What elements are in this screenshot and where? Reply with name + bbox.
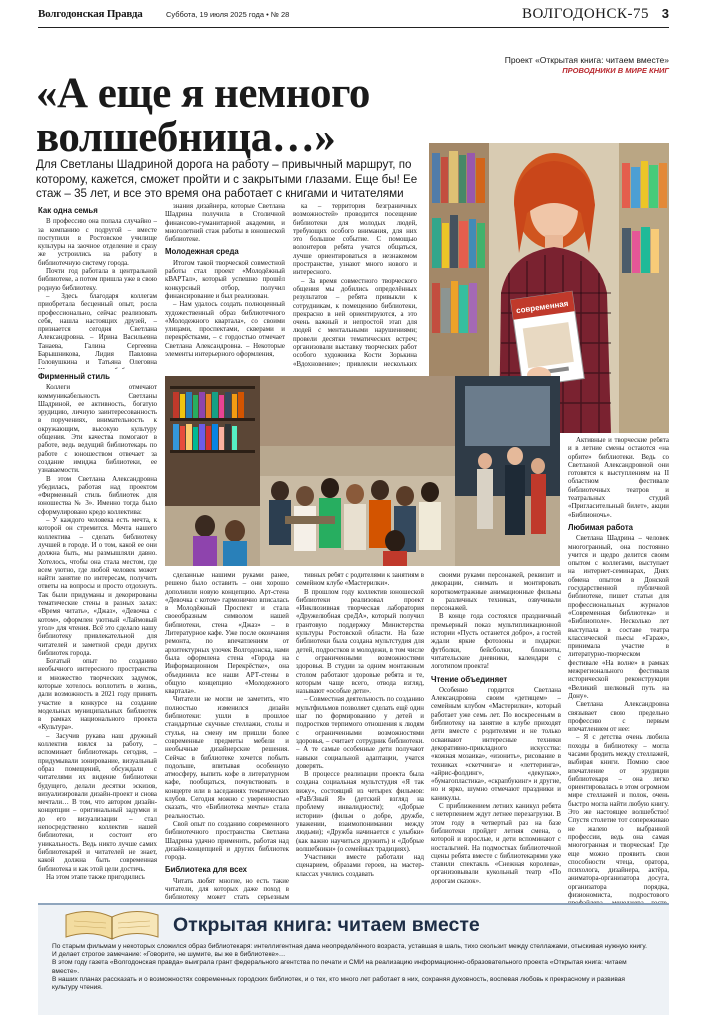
paragraph: – За время совместного творческого общения мы добились определённых результатов – ребята привыкли к сотрудникам, к помещению библиотеки, прекрасно в ней ориентируются, а это очень важный и непростой этап для людей с ментальными нарушениями; провели десятки тематических встреч; организовали выставку творческих работ особого художника Кости Зорькина «Вдохновение»; привлекли нескольких: [293, 277, 417, 368]
column-5: [165, 572, 289, 902]
subheading-favorite-work: Любимая работа: [568, 522, 633, 532]
paragraph: Свой опыт по созданию современного библиотечного пространства Светлана Шадрина удачно применить, работая над дизайн-концепцией и других библиотек города.: [165, 820, 289, 862]
paragraph: В этом Светлана Александровна убедилась, работая над проектом «Фирменный стиль библиотек для юношества № 3». Именно тогда было сформулировано кредо коллектива:: [38, 475, 157, 516]
paragraph: своими руками персонажей, реквизит и декорации, снимать и монтировать короткометражные анимационные фильмы в различных техниках, озвучивали персонажей.: [431, 572, 561, 613]
project-label: Проект «Открытая книга: читаем вместе»: [504, 55, 669, 65]
footer-body: [52, 943, 652, 992]
paragraph: тивных ребят с родителями к занятиям в семейном клубе «Мастерилки».: [296, 572, 424, 588]
paragraph: – У каждого человека есть мечта, к которой он стремится. Мечта нашего коллектива – сделать библиотеку лучшей в городе. И о том, какой ее они должна быть, мы размышляли давно. Хотелось, чтобы она стала местом, где всем уютно, где любой человек может найти занятие по интересам, получить ответы на вопросы и просто отдохнуть. Так были придуманы и декорированы тематические стены в разных залах: «Время читать», «Джаз», «Девочка с котом», оформлен уютный «Лаймовый угол» для чтения. Всё это сделало нашу библиотеку привлекательной для читателей и заметной среди других библиотек города.: [38, 517, 157, 657]
paragraph: В конце года состоялся праздничный премьерный показ мультипликационной истории «Пусть останется добро», а гостей ждали яркие фотозоны и подарки: футболки, бейсболки, блокноты, читательские дневники, календари с логотипом проекта!: [431, 613, 561, 671]
footer-paragraph: В наших планах рассказать и о возможностях современных городских библиотек, и о тех, кто много лет работает в них, сохраняя духовность, воспевая любовь к прекрасному и развивая культуру чтения.: [52, 975, 626, 992]
lede: Для Светланы Шадриной дорога на работу – привычный маршрут, по которому, кажется, сможет пройти и с закрытыми глазами. Еще бы! Ее стаж – 35 лет, и все это время она работает с книгами и читателями: [36, 158, 418, 200]
column-2-top: [165, 203, 285, 369]
subheading-family: Как одна семья: [38, 206, 98, 215]
paragraph: Особенно гордится Светлана Александровна своим «детищем» – семейным клубом «Мастерилки», который работает уже семь лет. По воскресеньям в библиотеку на занятие в клубе приходят дети вместе с родителями и не только осваивают интересные техники декоративно-прикладного искусства: «кожная мозаика», «изонить», рисование в техниках «скетчинга» и «леттеринга», «айрис-фолдинг», «декупаж», «бумагопластика», «скрапбукинг» и другие, но и ярко, шумно отмечают праздники и каникулы.: [431, 686, 561, 802]
column-6: [296, 572, 424, 902]
paragraph: – Засучив рукава наш дружный коллектив взялся за работу, – вспоминает библиотекарь сегодня, – придумывали зонирование, визуальный образ помещений, обсуждали с читателями их видение библиотеки будущего, делали десятки эскизов, визуализировали дизайн-проект и снова мечтали… В том, что автором дизайн-концепции – оригинальный задумки и до его визуализации – стал непосредственно коллектив нашей библиотеки, и состоит его уникальность. Ведь никто лучше самих библиотекарей и читателей не знает, какой должна быть современная библиотека и как этой цели достичь.: [38, 732, 157, 873]
paragraph: Светлана Александровна связывает свою предельно профессию с первым впечатлением от нее:: [568, 701, 669, 734]
paragraph: ка – территория безграничных возможностей» проводится посещение библиотеки для молодых людей, требующих особого внимания, для них это большое событие. С помощью волонтеров ребята учатся общаться, лучше ориентироваться в незнакомом пространстве, узнают много нового и интересного.: [293, 203, 417, 277]
column-7: [431, 572, 561, 902]
page-number: 3: [661, 6, 669, 21]
column-1-bottom: [38, 369, 157, 901]
paragraph: С приближением летних каникул ребята с нетерпением ждут летнее перезагрузки. В этом году в четвертый раз на базе библиотеки пройдет летняя смена, о которой и взрослые, и дети вспоминают с ностальгией. На подмостках библиотечной сцены ребята вместе с библиотекарями уже ставили спектакль «Снежная королева», организовывали кукольный театр «По дорогам сказок».: [431, 803, 561, 885]
paragraph: – Я с детства очень любила походы в библиотеку – могла часами бродить между стеллажей, выбирая книги. Помню свое впечатление от эрудиции библиотекаря – она легко ориентировалась в этом огромном мире стеллажей и полок, очень быстро могла найти любую книгу. Это же настоящее волшебство! Спустя столетие тот сопереживаю не жалею о выбранной профессии, ведь она самая многогранная и творческая! Где еще можно проявить свои способности чтеца, оратора, психолога, дизайнера, актёра, аниматора-организатора досуга, организатора порядка, физиономиста, подростового: [568, 734, 669, 900]
footer-title: Открытая книга: читаем вместе: [173, 914, 480, 936]
paragraph: Читать любят многие, но есть такие читатели, для которых даже поход в библиотеку может стать серьезным: [165, 877, 289, 902]
column-4: [568, 437, 669, 905]
group-illustration: [165, 376, 560, 566]
paragraph: Итогом такой творческой совместной работы стал проект «Молодёжный кВАРТал», который успешно прошёл конкурсный отбор, получил финансирование и был реализован.: [165, 259, 285, 300]
svg-text:современная: современная: [515, 298, 569, 316]
paragraph: – Здесь благодаря коллегам приобретала бесценный опыт, росла профессионально, сейчас реализовать себя, нашла настоящих друзей, – признается сегодня Светлана Александровна. – Ирина Васильевна Танаева, Галина Сергеевна Барышникова, Лидия Павловна Головушкина и Татьяна Олеговна: [38, 292, 157, 367]
newspaper-brand: Волгодонская Правда: [38, 8, 143, 20]
paragraph: Активные и творческие ребята и в летние смены остаются «на орбите» библиотеки. Ведь со Светланой Александровной они готовятся к выступлениям на II областном фестивале библиотечных театров и театральных студий «Пригласительный билет», акции «Библионочь».: [568, 437, 669, 519]
headline: «А еще я немного волшебница…»: [36, 70, 370, 161]
project-rubric: ПРОВОДНИКИ В МИРЕ КНИГ: [562, 66, 669, 75]
paragraph: Почти год работала в центральной библиотеке, а потом пришла уже в свою родную библиотеку.: [38, 268, 157, 292]
paragraph: В профессию она попала случайно – за компанию с подругой – вместе поступили в Ростовское училище культуры на заочное отделение и сразу же устроились на работу в библиотечную систему города.: [38, 218, 157, 267]
project-footer-box: [38, 903, 669, 1015]
paragraph: Коллеги отмечают коммуникабельность Светланы Шадриной, ее активность, богатую эрудицию, личную заинтересованность в поручениях, внимательность к окружающим, высокую культуру общения. Эти качества помогают в работе, ведь ведущий библиотекарь по работе с юношеством отвечает за создание имиджа библиотеки, ее узнаваемости.: [38, 384, 157, 475]
paragraph: Участники вместе работали над сценарием, образами героев, на мастер-классах учились создавать: [296, 854, 424, 878]
column-1-top: [38, 203, 157, 369]
paragraph: Богатый опыт по созданию необычного интересного пространства и множество творческих задумок, которые хотелось воплотить в жизнь, дали возможность в 2021 году принять участие в конкурсе на создание модельных муниципальных библиотек в рамках национального проекта «Культура».: [38, 658, 157, 732]
paragraph: Читатели не могли не заметить, что полностью изменился дизайн библиотеки: ушли в прошлое стандартные скучные стеллажи, столы и стулья, на смену им пришли более современные предметы мебели и необычные дизайнерские решения. Сейчас в библиотеке хочется побыть подольше, впитывая особенную атмосферу, выпить кофе в литературном кафе, пообщаться, почувствовать в концерте или в заседаниях тематических клубов. Сегодня можно с уверенностью сказать, что «Библиотека мечты» стала реальностью.: [165, 696, 289, 820]
subheading-brand-style: Фирменный стиль: [38, 372, 110, 381]
paragraph: знания дизайнера, которые Светлана Шадрина получила в Столичной финансово-гуманитарной академии, и многолетний стаж работы в юношеской библиотеке.: [165, 203, 285, 244]
footer-paragraph: В этом году газета «Волгодонская правда» выиграла грант федерального агентства по печати и СМИ на реализацию информационно-образовательного проекта «Открытая книга: читаем вместе».: [52, 959, 627, 975]
subheading-youth: Молодежная среда: [165, 247, 239, 257]
paragraph: На этом этапе также пригодились: [46, 873, 145, 881]
header-rule: [38, 27, 669, 28]
footer-paragraph: По старым фильмам у некоторых сложился образ библиотекаря: интеллигентная дама неопределённого возраста, уставшая в шаль, тихо скользит между стеллажами, отыскивая нужную книгу. И делает строгое замечание: «Говорите, не шумите, вы же в библиотеке»…: [52, 943, 647, 959]
issue-date: Суббота, 19 июля 2025 года • № 28: [166, 10, 290, 19]
subheading-library-for-all: Библиотека для всех: [165, 865, 248, 875]
subheading-reading-unites: Чтение объединяет: [431, 674, 508, 684]
page-header: [38, 6, 669, 26]
paragraph: В процессе реализации проекта была создана социальная мультстудия «Я так вижу», состоящий из четырех фильмов: «РаВ/Зный Я» (детский взгляд на проблему инвалидности); «Добрые истории» (фильм о добре, дружбе, уважении, взаимопонимании между людьми); «Дружба начинается с улыбки» (как важно научиться дружить) и «Добрые волшебники» (о семейных традициях).: [296, 771, 424, 853]
section-title: ВОЛГОДОНСК-75: [521, 6, 649, 22]
paragraph: В прошлом году коллектив юношеской библиотеки реализовал проект «Инклюзивная творческая лаборатория «Дружелюбная среДА», который получил грантовую поддержку Министерства культуры Ростовской области. На базе библиотеки была создана мультстудия для детей, подростков и молодежи, в том числе с ограниченными возможностями здоровья. В студии за одним монтажным столом работают здоровые ребята и те, которым чаще всего, отвода взгляд, называют «особые дети».: [296, 588, 424, 696]
paragraph: – Нам удалось создать полноценный художественный образ библиотечного «Молодежного квартала», со своими улицами, проспектами, скверами и перекрёстками, – с гордостью отмечает Светлана Александровна. – Некоторые элементы интерьерного оформления,: [165, 301, 285, 359]
group-photo: [165, 376, 560, 566]
paragraph: сделанные нашими руками ранее, решено было оставить – они хорошо дополнили новую концепцию. Арт-стена «Девочка с котом» гармонично вписалась в Молодёжный Проспект и стала своеобразным символом нашей библиотеки, стена «Джаз» – в Литературное кафе. Уже после окончания ремонта, по впечатлениям от архитектурных улочек Волгодонска, нами была оформлена стена «Города на Информационном Перекрёстке», она объединила все наши АРТ-стены в общую концепцию «Молодежного квартала».: [165, 572, 289, 696]
paragraph: – Совместная деятельность по созданию мультфильмов позволяет сделать ещё один шаг по формированию у детей и подростков терпимого отношения к людям с ограниченными возможностями здоровья, – считает сотрудник библиотеки. – А те самые особенные дети получают навыки социальной адаптации, учатся доверять.: [296, 696, 424, 770]
paragraph: Светлана Шадрина – человек многогранный, она постоянно учится и щедро делится своим опытом с коллегами, выступает на интернет-семинарах, Днях обмена опытом в Донской государственной публичной библиотеке, пишет статьи для профессиональных журналов «Современная библиотека» и «Библиополе». Несколько лет выступала в составе театра классической пьесы «Гараж», принимала участие в литературно-творческом фестивале «На волне» в рамках межрегионального фестиваля исторической реконструкции «Великий шелковый путь на Дону».: [568, 535, 669, 700]
open-book-icon: [60, 909, 165, 941]
column-3-top: [293, 203, 417, 369]
